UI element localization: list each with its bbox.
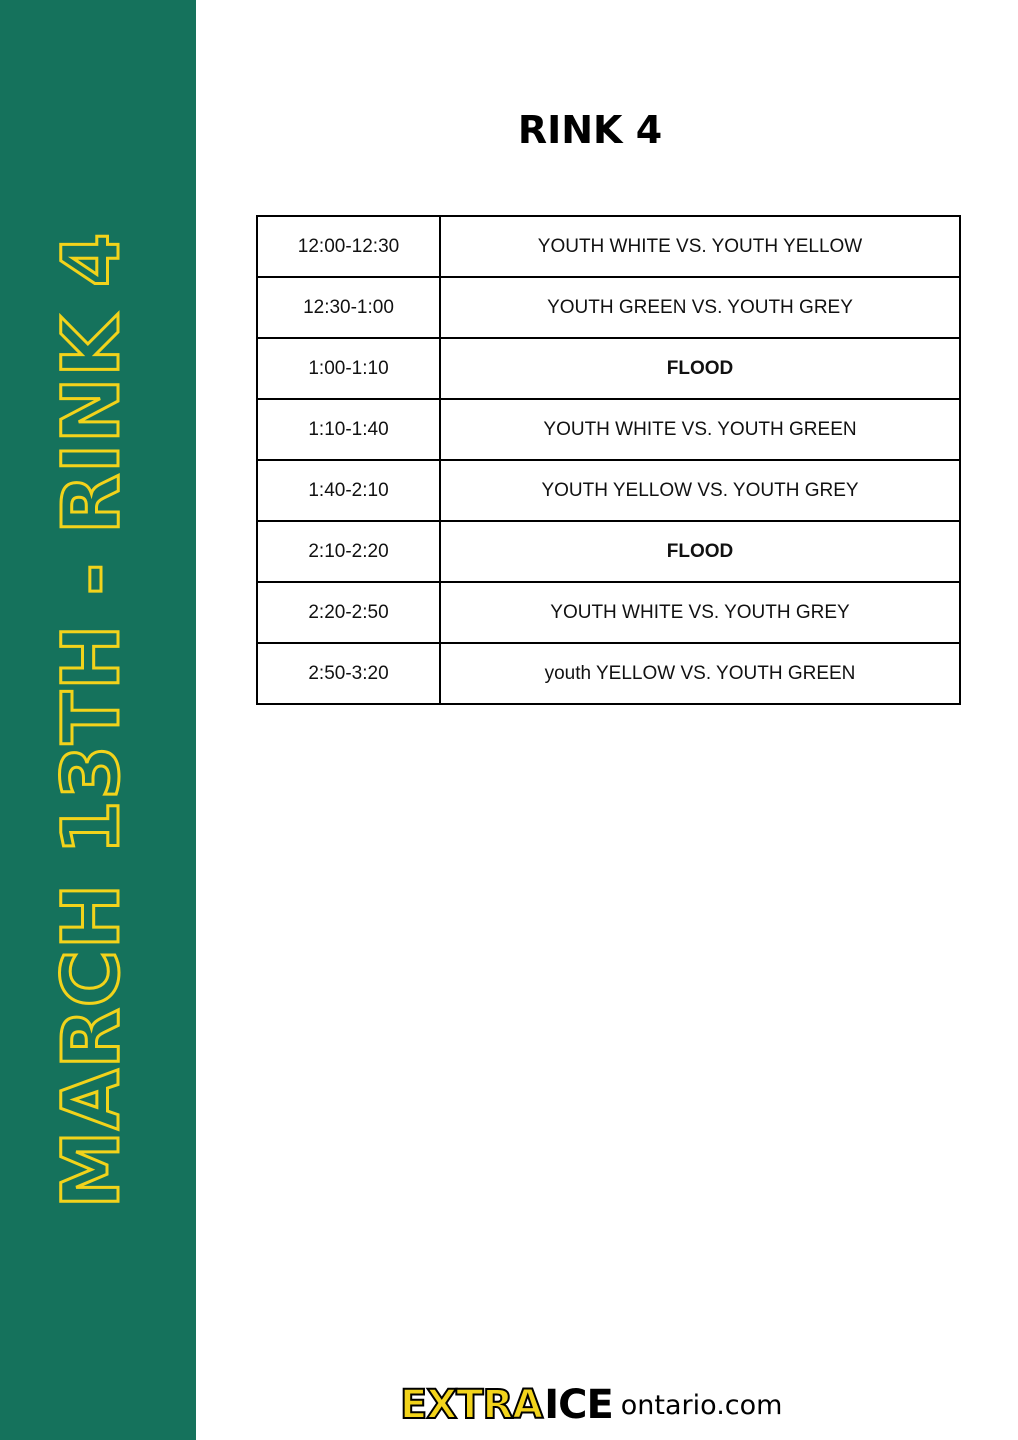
time-slot: 1:40-2:10	[257, 460, 440, 521]
footer-logo	[400, 1380, 782, 1430]
game-matchup: YOUTH YELLOW VS. YOUTH GREY	[440, 460, 960, 521]
time-slot: 1:00-1:10	[257, 338, 440, 399]
time-slot: 2:50-3:20	[257, 643, 440, 704]
table-row	[257, 643, 960, 704]
table-row	[257, 399, 960, 460]
table-row	[257, 521, 960, 582]
time-slot: 2:10-2:20	[257, 521, 440, 582]
page-title: RINK 4	[517, 108, 663, 152]
sidebar-date-rink-label: MARCH 13TH - RINK 4	[47, 231, 137, 1209]
time-slot: 2:20-2:50	[257, 582, 440, 643]
game-matchup: YOUTH GREEN VS. YOUTH GREY	[440, 277, 960, 338]
logo-ice-text: ICE	[544, 1382, 613, 1428]
flood-label: FLOOD	[440, 521, 960, 582]
schedule-table	[256, 215, 961, 705]
logo-domain-text: ontario.com	[620, 1389, 783, 1421]
logo-extra-text: EXTRA	[400, 1382, 543, 1428]
table-row	[257, 338, 960, 399]
game-matchup: youth YELLOW VS. YOUTH GREEN	[440, 643, 960, 704]
time-slot: 12:30-1:00	[257, 277, 440, 338]
game-matchup: YOUTH WHITE VS. YOUTH GREEN	[440, 399, 960, 460]
table-row	[257, 277, 960, 338]
table-row	[257, 460, 960, 521]
sidebar-banner	[0, 0, 196, 1440]
table-row	[257, 582, 960, 643]
table-row	[257, 216, 960, 277]
time-slot: 12:00-12:30	[257, 216, 440, 277]
game-matchup: YOUTH WHITE VS. YOUTH GREY	[440, 582, 960, 643]
flood-label: FLOOD	[440, 338, 960, 399]
time-slot: 1:10-1:40	[257, 399, 440, 460]
game-matchup: YOUTH WHITE VS. YOUTH YELLOW	[440, 216, 960, 277]
